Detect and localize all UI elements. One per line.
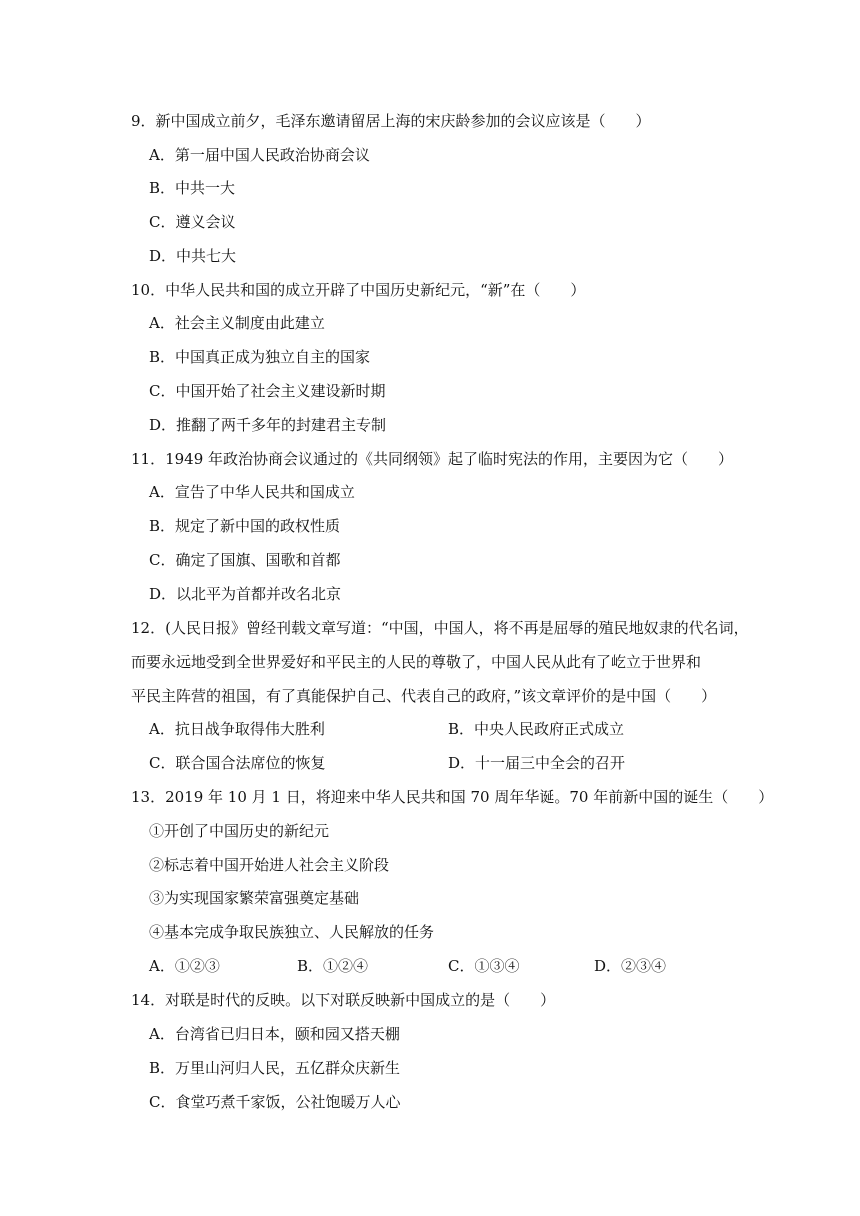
question-12-stem-line-1: 12．(人民日报》曾经刊载文章写道：“中国，中国人，将不再是屈辱的殖民地奴隶的代名词，: [131, 619, 749, 637]
question-10-option-d: D．推翻了两千多年的封建君主专制: [149, 416, 387, 434]
question-13-statement-1: ①开创了中国历史的新纪元: [149, 822, 330, 840]
question-13-statement-4: ④基本完成争取民族独立、人民解放的任务: [149, 923, 435, 941]
question-13-option-b: B．①②④: [297, 957, 369, 975]
question-13-statement-3: ③为实现国家繁荣富强奠定基础: [149, 889, 360, 907]
question-11-option-a: A．宣告了中华人民共和国成立: [149, 483, 355, 501]
question-13-option-a: A．①②③: [149, 957, 220, 975]
question-10-option-a: A．社会主义制度由此建立: [149, 314, 325, 332]
question-10-stem: 10．中华人民共和国的成立开辟了中国历史新纪元，“新”在（ ）: [131, 281, 586, 299]
question-11-stem: 11．1949 年政治协商会议通过的《共同纲领》起了临时宪法的作用，主要因为它（ ）: [131, 450, 734, 468]
question-9-stem: 9．新中国成立前夕，毛泽东邀请留居上海的宋庆龄参加的会议应该是（ ）: [131, 112, 651, 130]
question-14-option-a: A．台湾省已归日本，颐和园又搭天棚: [149, 1025, 400, 1043]
question-9-option-d: D．中共七大: [149, 247, 237, 265]
question-14-option-c: C．食堂巧煮千家饭，公社饱暖万人心: [149, 1093, 401, 1111]
question-12-option-a: A．抗日战争取得伟大胜利: [149, 720, 325, 738]
question-12-stem-line-2: 而要永远地受到全世界爱好和平民主的人民的尊敬了，中国人民从此有了屹立于世界和: [131, 653, 702, 671]
question-9-option-c: C．遵义会议: [149, 213, 236, 231]
question-14-option-b: B．万里山河归人民，五亿群众庆新生: [149, 1059, 401, 1077]
question-13-option-c: C．①③④: [448, 957, 520, 975]
question-11-option-d: D．以北平为首都并改名北京: [149, 585, 342, 603]
question-10-option-b: B．中国真正成为独立自主的国家: [149, 348, 371, 366]
question-13-option-d: D．②③④: [594, 957, 667, 975]
question-12-option-b: B．中央人民政府正式成立: [448, 720, 625, 738]
question-12-option-c: C．联合国合法席位的恢复: [149, 754, 326, 772]
question-13-stem: 13．2019 年 10 月 1 日，将迎来中华人民共和国 70 周年华诞。70 年前新中国的诞生（ ）: [131, 788, 774, 806]
question-12-stem-line-3: 平民主阵营的祖国，有了真能保护自己、代表自己的政府，”该文章评价的是中国（ ）: [131, 687, 717, 705]
question-9-option-b: B．中共一大: [149, 179, 236, 197]
question-14-stem: 14．对联是时代的反映。以下对联反映新中国成立的是（ ）: [131, 991, 556, 1009]
question-13-statement-2: ②标志着中国开始进人社会主义阶段: [149, 856, 390, 874]
question-11-option-b: B．规定了新中国的政权性质: [149, 517, 341, 535]
question-11-option-c: C．确定了国旗、国歌和首都: [149, 551, 341, 569]
question-10-option-c: C．中国开始了社会主义建设新时期: [149, 382, 386, 400]
question-12-option-d: D．十一届三中全会的召开: [448, 754, 626, 772]
question-9-option-a: A．第一届中国人民政治协商会议: [149, 146, 370, 164]
